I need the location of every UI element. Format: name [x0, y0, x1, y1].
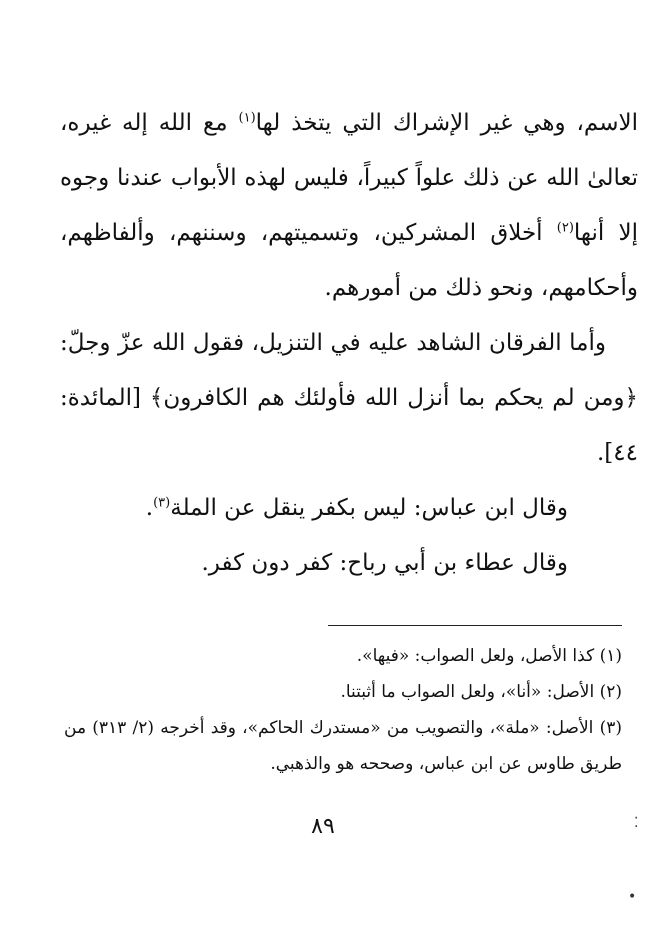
- margin-mark-top: ⁚: [634, 815, 639, 831]
- paragraph-1-part-a: الاسم، وهي غير الإشراك التي يتخذ لها: [255, 110, 638, 136]
- footnote-2: (٢) الأصل: «أنا»، ولعل الصواب ما أثبتنا.: [340, 682, 622, 702]
- ibn-abbas-quote: [60, 481, 568, 536]
- footnotes: [64, 638, 622, 782]
- margin-mark-bottom: •: [628, 889, 637, 905]
- footnote-ref-2: (٢): [556, 220, 574, 236]
- footnote-separator: [328, 625, 622, 626]
- ata-quote: وقال عطاء بن أبي رباح: كفر دون كفر.: [201, 550, 568, 576]
- ibn-abbas-quote-text: وقال ابن عباس: ليس بكفر ينقل عن الملة: [170, 495, 568, 521]
- footnote-3: (٣) الأصل: «ملة»، والتصويب من «مستدرك الحاكم»، وقد أخرجه (٢/ ٣١٣) من طريق طاوس عن ابن عباس، وصححه هو والذهبي.: [64, 718, 622, 774]
- paragraph-1-part-c: أخلاق المشركين، وتسميتهم، وسننهم، وألفاظهم، وأحكامهم، ونحو ذلك من أمورهم.: [60, 220, 638, 301]
- paragraph-1-part-b: مع الله إله غيره، تعالىٰ الله عن ذلك علواً كبيراً، فليس لهذه الأبواب عندنا وجوه إلا أنها: [60, 110, 638, 246]
- ibn-abbas-quote-end: .: [145, 495, 154, 521]
- page-number: ٨٩: [311, 814, 335, 839]
- footnote-1: (١) كذا الأصل، ولعل الصواب: «فيها».: [356, 646, 622, 666]
- main-text: [60, 96, 638, 591]
- footnote-ref-3: (٣): [153, 495, 171, 511]
- footnote-ref-1: (١): [238, 110, 256, 126]
- paragraph-1: [60, 96, 638, 316]
- paragraph-2: وأما الفرقان الشاهد عليه في التنزيل، فقول الله عزّ وجلّ: ﴿ومن لم يحكم بما أنزل الله فأولئك هم الكافرون﴾ [المائدة: ٤٤].: [60, 330, 638, 466]
